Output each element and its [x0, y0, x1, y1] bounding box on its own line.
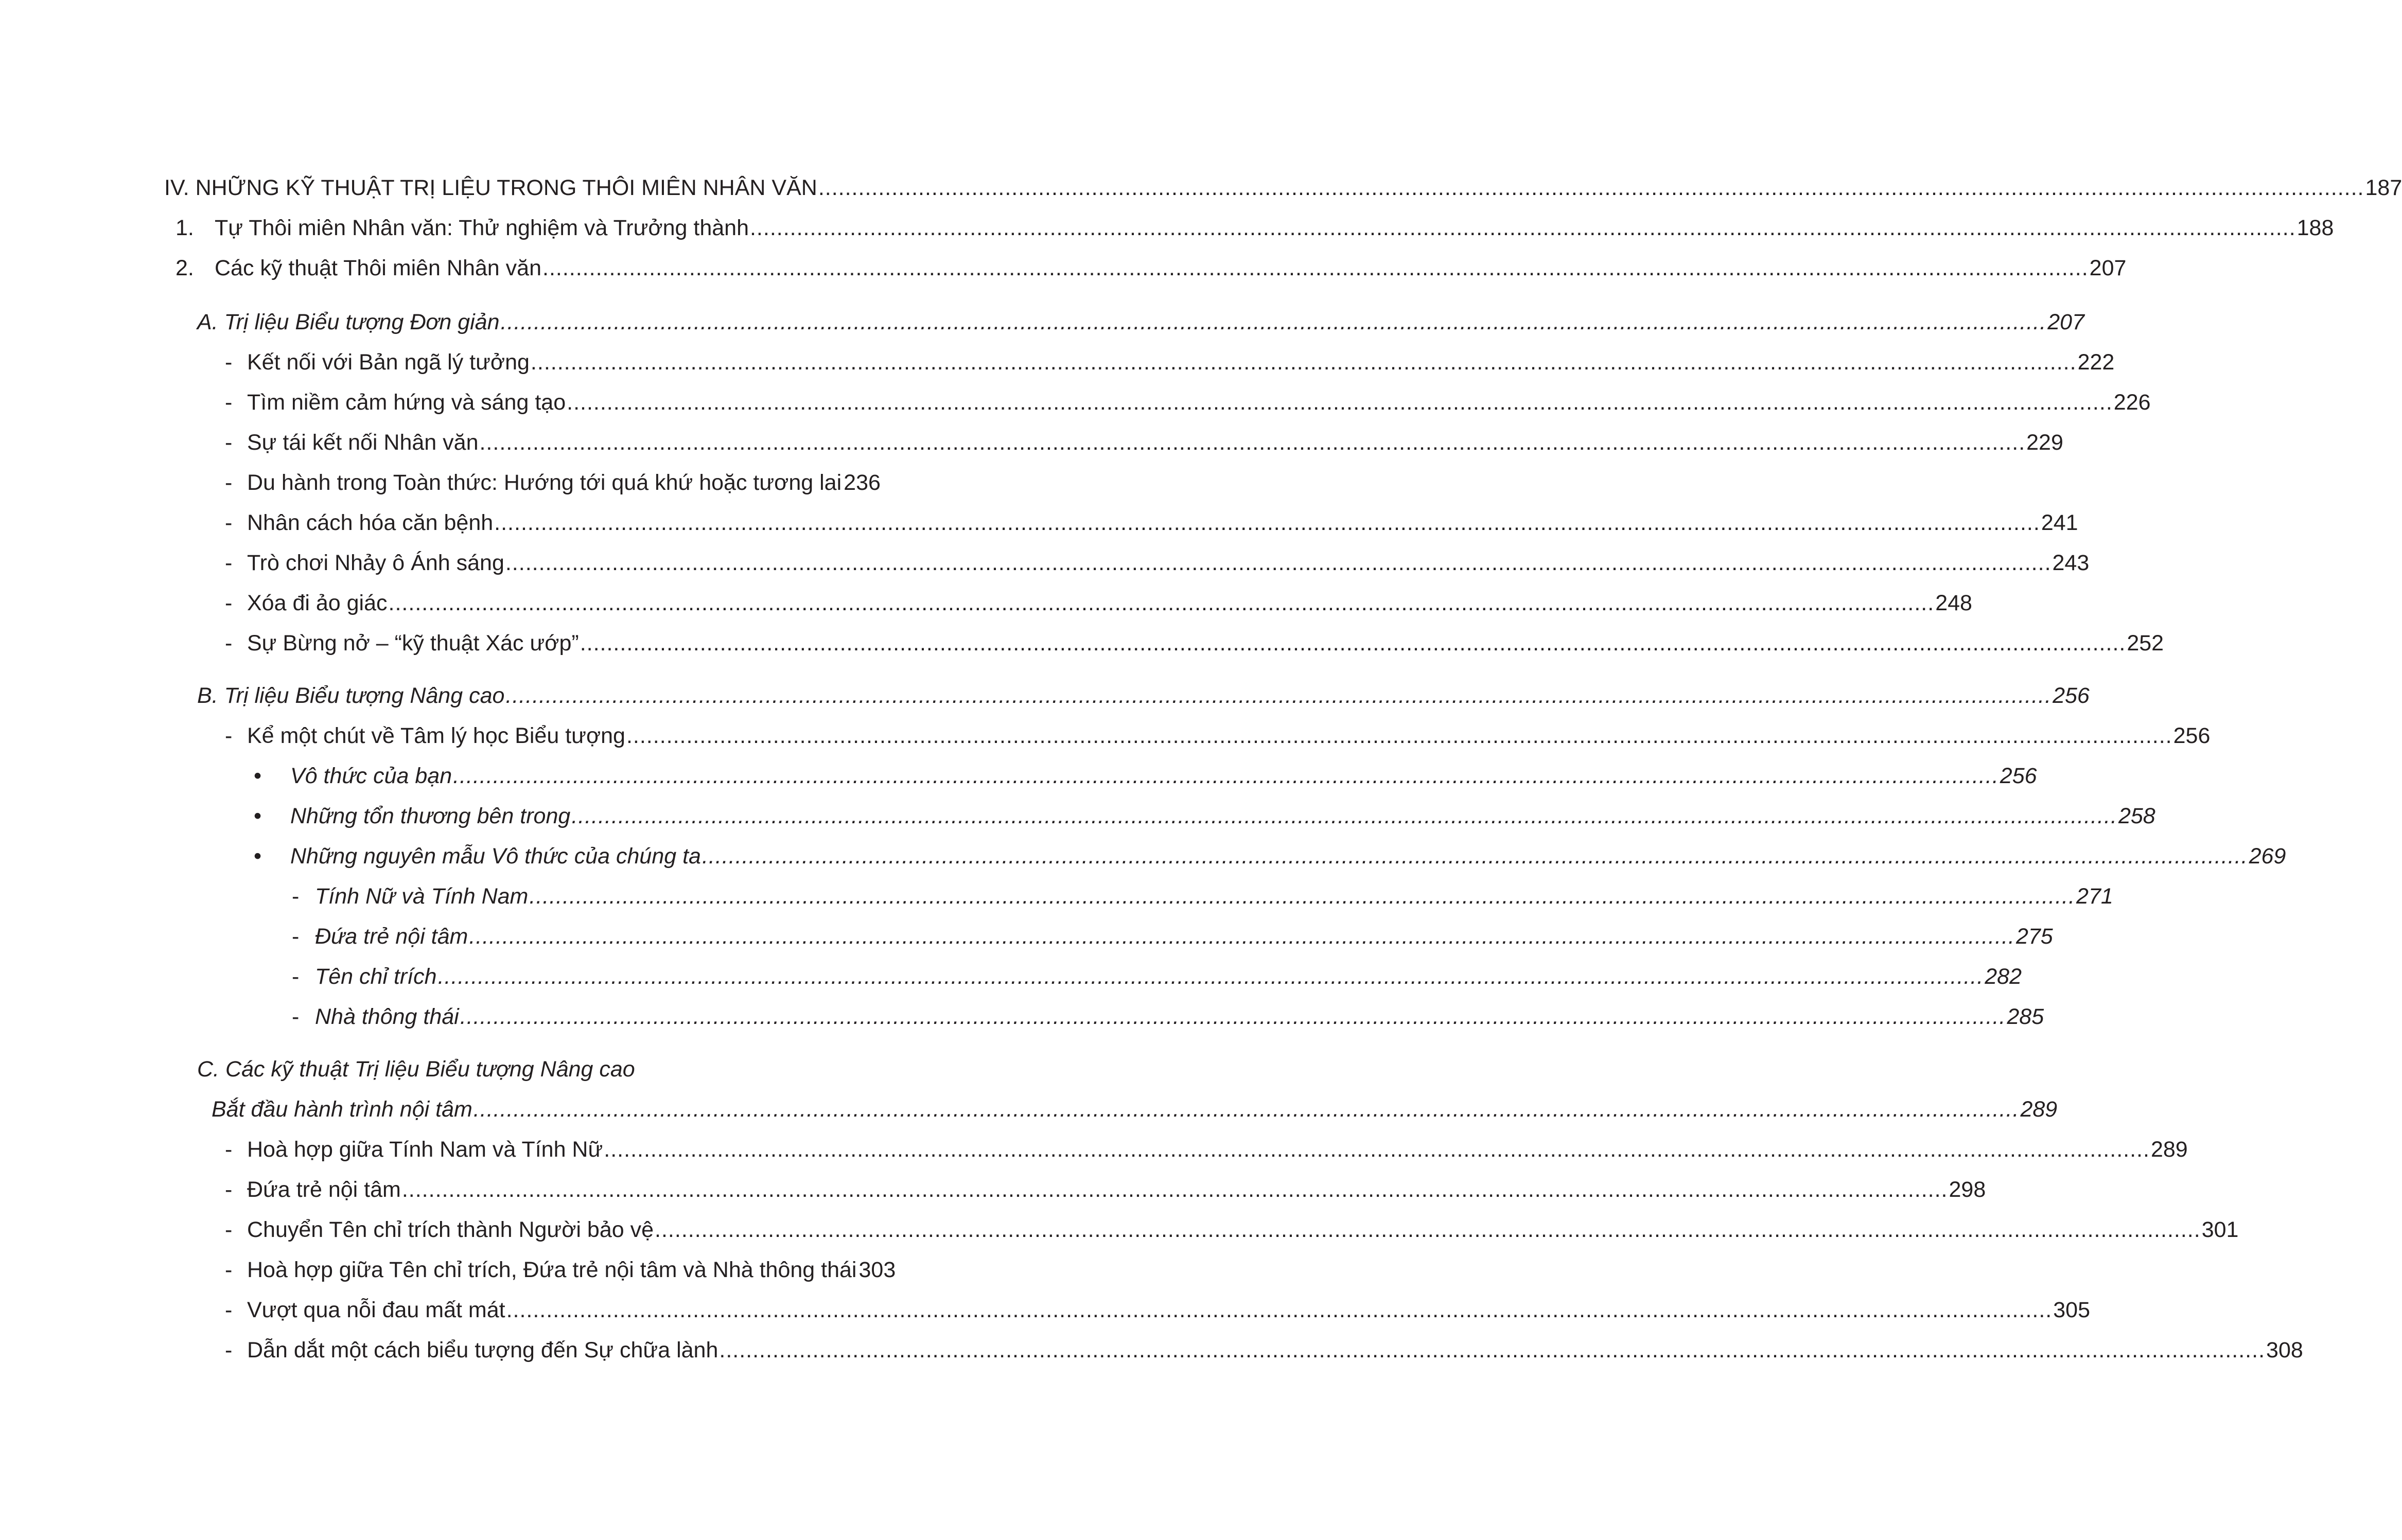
- toc-entry-title: Xóa đi ảo giác: [247, 591, 388, 615]
- bullet-marker: •: [254, 764, 262, 788]
- toc-entry-title: C. Các kỹ thuật Trị liệu Biểu tượng Nâng cao: [197, 1057, 635, 1082]
- dot-leader: [474, 1094, 2020, 1125]
- toc-entry-title: Bắt đầu hành trình nội tâm: [212, 1097, 472, 1122]
- dash-marker: -: [225, 551, 233, 575]
- list-number: 1.: [176, 216, 194, 240]
- toc-entry-archetype-2: [0, 921, 2053, 952]
- toc-section-c-heading: [0, 1054, 989, 1085]
- toc-entry-title: Đứa trẻ nội tâm: [315, 924, 468, 949]
- toc-entry-c-4: [0, 1254, 989, 1285]
- dash-marker: -: [225, 510, 233, 535]
- dot-leader: [506, 1295, 2053, 1325]
- dot-leader: [567, 387, 2113, 418]
- toc-entry-title: Tự Thôi miên Nhân văn: Thử nghiệm và Trưởng thành: [215, 216, 749, 240]
- toc-entry-title: Đứa trẻ nội tâm: [247, 1177, 401, 1202]
- dot-leader: [479, 427, 2025, 458]
- toc-entry-title: Kể một chút về Tâm lý học Biểu tượng: [247, 723, 625, 748]
- dash-marker: -: [292, 964, 300, 989]
- toc-entry-title: Chuyển Tên chỉ trích thành Người bảo vệ: [247, 1217, 654, 1242]
- dot-leader: [750, 213, 2296, 243]
- toc-entry-archetype-4: [0, 1001, 2044, 1032]
- dot-leader: [626, 720, 2172, 751]
- toc-page-number: 305: [2053, 1298, 2090, 1322]
- bullet-marker: •: [254, 804, 262, 828]
- toc-page-number: 256: [2053, 683, 2090, 708]
- toc-page-number: 285: [2007, 1004, 2044, 1029]
- toc-page-number: 256: [2173, 723, 2211, 748]
- toc-page-number: 222: [2077, 350, 2115, 375]
- toc-page-number: 188: [2296, 216, 2334, 240]
- dot-leader: [529, 881, 2075, 912]
- toc-page-number: 308: [2266, 1338, 2303, 1362]
- toc-entry-b-intro: [0, 720, 2211, 751]
- toc-page-number: 252: [2127, 631, 2164, 656]
- toc-entry-title: Những nguyên mẫu Vô thức của chúng ta: [290, 844, 701, 869]
- dash-marker: -: [225, 390, 233, 415]
- toc-entry-c-6: [0, 1335, 2303, 1366]
- toc-entry-c-5: [0, 1295, 2090, 1325]
- toc-page-number: 298: [1949, 1177, 1986, 1202]
- toc-entry-title: Vô thức của bạn: [290, 764, 452, 788]
- toc-section-c-subheading: [0, 1094, 2058, 1125]
- toc-page-number: 248: [1935, 591, 1972, 615]
- dash-marker: -: [225, 631, 233, 656]
- dash-marker: -: [225, 591, 233, 615]
- toc-entry-a-6: [0, 547, 2090, 578]
- toc-entry-section-iv: [0, 172, 2402, 203]
- toc-entry-title: Hoà hợp giữa Tên chỉ trích, Đứa trẻ nội tâm và Nhà thông thái: [247, 1258, 857, 1282]
- toc-entry-b-bullet-1: [0, 760, 2037, 791]
- toc-page-number: 258: [2118, 804, 2155, 828]
- dot-leader: [531, 347, 2077, 378]
- dash-marker: -: [292, 884, 300, 909]
- dot-leader: [702, 841, 2248, 872]
- toc-page-number: 275: [2015, 924, 2053, 949]
- toc-page-number: 301: [2201, 1217, 2239, 1242]
- dot-leader: [818, 172, 2364, 203]
- dash-marker: -: [292, 1004, 300, 1029]
- dot-leader: [469, 921, 2015, 952]
- toc-entry-title: Những tổn thương bên trong: [290, 804, 571, 828]
- toc-entry-c-1: [0, 1134, 2188, 1165]
- toc-page-number: 289: [2020, 1097, 2058, 1122]
- toc-entry-title: Vượt qua nỗi đau mất mát: [247, 1298, 505, 1322]
- bullet-marker: •: [254, 844, 262, 869]
- dot-leader: [580, 628, 2126, 659]
- toc-entry-b-bullet-2: [0, 801, 2155, 831]
- toc-entry-a-1: [0, 347, 2115, 378]
- dash-marker: -: [225, 723, 233, 748]
- toc-entry-title: Tên chỉ trích: [315, 964, 437, 989]
- toc-page-number: 269: [2249, 844, 2286, 869]
- toc-page-number: 187: [2365, 175, 2402, 200]
- toc-entry-item-2: [0, 253, 2127, 284]
- toc-entry-title: Kết nối với Bản ngã lý tưởng: [247, 350, 530, 375]
- toc-entry-c-2: [0, 1174, 1986, 1205]
- toc-page-number: 207: [2089, 256, 2127, 280]
- toc-entry-title: Du hành trong Toàn thức: Hướng tới quá khứ hoặc tương lai: [247, 470, 842, 495]
- dot-leader: [438, 961, 1984, 992]
- toc-page-number: 303: [858, 1258, 896, 1282]
- dot-leader: [505, 547, 2052, 578]
- dash-marker: -: [225, 430, 233, 455]
- toc-section-b-heading: [0, 680, 2090, 711]
- dash-marker: -: [225, 350, 233, 375]
- toc-entry-title: Nhà thông thái: [315, 1004, 459, 1029]
- toc-entry-archetype-3: [0, 961, 2022, 992]
- toc-entry-title: Hoà hợp giữa Tính Nam và Tính Nữ: [247, 1137, 603, 1162]
- toc-page-number: 226: [2113, 390, 2151, 415]
- dot-leader: [501, 307, 2047, 338]
- dot-leader: [542, 253, 2089, 284]
- toc-entry-title: A. Trị liệu Biểu tượng Đơn giản: [197, 310, 500, 334]
- toc-entry-c-3: [0, 1214, 2239, 1245]
- toc-page-number: 229: [2026, 430, 2063, 455]
- toc-entry-a-8: [0, 628, 2164, 659]
- toc-entry-title: Trò chơi Nhảy ô Ánh sáng: [247, 551, 504, 575]
- dash-marker: -: [225, 1137, 233, 1162]
- dot-leader: [402, 1174, 1948, 1205]
- toc-entry-title: Tìm niềm cảm hứng và sáng tạo: [247, 390, 566, 415]
- toc-entry-title: B. Trị liệu Biểu tượng Nâng cao: [197, 683, 505, 708]
- dot-leader: [505, 680, 2052, 711]
- toc-section-a-heading: [0, 307, 2084, 338]
- toc-entry-item-1: [0, 213, 2334, 243]
- toc-page-number: 241: [2041, 510, 2078, 535]
- toc-entry-title: Các kỹ thuật Thôi miên Nhân văn: [215, 256, 541, 280]
- toc-entry-a-2: [0, 387, 2151, 418]
- toc-entry-title: IV. NHỮNG KỸ THUẬT TRỊ LIỆU TRONG THÔI MIÊN NHÂN VĂN: [164, 175, 817, 200]
- dot-leader: [389, 588, 1935, 618]
- toc-entry-title: Sự Bừng nở – “kỹ thuật Xác ướp”: [247, 631, 579, 656]
- toc-page-number: 289: [2150, 1137, 2188, 1162]
- toc-entry-title: Nhân cách hóa căn bệnh: [247, 510, 494, 535]
- toc-entry-title: Dẫn dắt một cách biểu tượng đến Sự chữa lành: [247, 1338, 718, 1362]
- dash-marker: -: [225, 470, 233, 495]
- dot-leader: [453, 760, 1999, 791]
- toc-page-number: 236: [844, 470, 881, 495]
- toc-entry-a-3: [0, 427, 2063, 458]
- dot-leader: [604, 1134, 2150, 1165]
- toc-page-number: 271: [2076, 884, 2113, 909]
- dot-leader: [494, 507, 2040, 538]
- toc-entry-archetype-1: [0, 881, 2113, 912]
- dot-leader: [460, 1001, 2006, 1032]
- dash-marker: -: [292, 924, 300, 949]
- dot-leader: [571, 801, 2117, 831]
- toc-page-number: 207: [2047, 310, 2084, 334]
- toc-page-number: 282: [1985, 964, 2022, 989]
- toc-entry-a-7: [0, 588, 1972, 618]
- toc-entry-title: Sự tái kết nối Nhân văn: [247, 430, 479, 455]
- dash-marker: -: [225, 1338, 233, 1362]
- toc-entry-a-5: [0, 507, 2078, 538]
- dash-marker: -: [225, 1217, 233, 1242]
- dash-marker: -: [225, 1177, 233, 1202]
- toc-page-number: 243: [2052, 551, 2090, 575]
- toc-entry-title: Tính Nữ và Tính Nam: [315, 884, 529, 909]
- dot-leader: [655, 1214, 2201, 1245]
- toc-page-number: 256: [2000, 764, 2037, 788]
- dash-marker: -: [225, 1298, 233, 1322]
- dash-marker: -: [225, 1258, 233, 1282]
- dot-leader: [719, 1335, 2265, 1366]
- toc-entry-a-4: [0, 467, 989, 498]
- toc-entry-b-bullet-3: [0, 841, 2286, 872]
- list-number: 2.: [176, 256, 194, 280]
